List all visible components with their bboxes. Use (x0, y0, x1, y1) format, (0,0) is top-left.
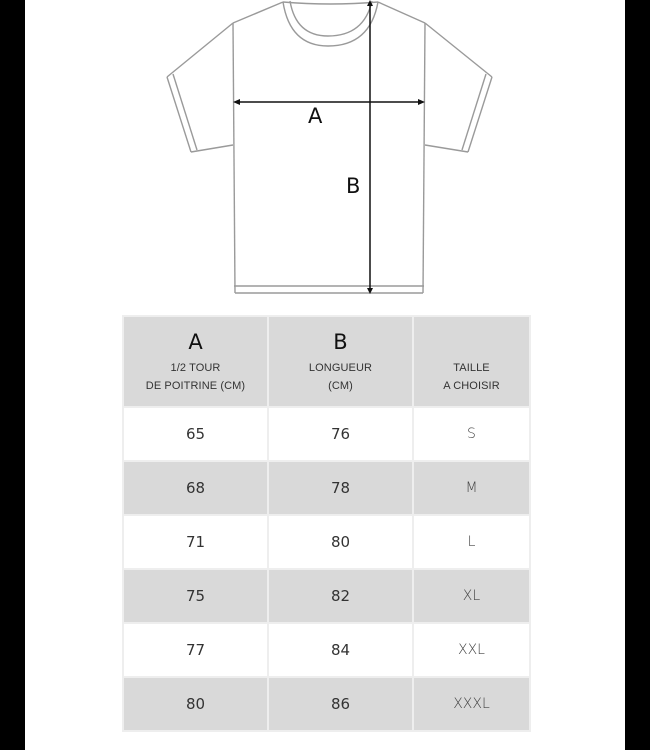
chest-width-cell: 65 (123, 407, 268, 461)
header-line: LONGUEUR (308, 362, 373, 374)
header-size (413, 316, 530, 407)
table-row (123, 677, 530, 731)
length-cell: 78 (268, 461, 413, 515)
header-chest-width (123, 316, 268, 407)
chest-width-cell: 68 (123, 461, 268, 515)
header-line: 1/2 TOUR (170, 362, 221, 374)
size-guide-page (25, 0, 625, 750)
header-letter: B (333, 330, 348, 354)
dimension-a-label: A (308, 104, 323, 128)
size-cell: M (413, 461, 530, 515)
header-line: A CHOISIR (443, 380, 500, 392)
length-cell: 82 (268, 569, 413, 623)
header-line: (CM) (328, 380, 353, 392)
size-chart-header-row (123, 316, 530, 407)
table-row (123, 623, 530, 677)
length-cell: 76 (268, 407, 413, 461)
chest-width-cell: 80 (123, 677, 268, 731)
size-cell: XXL (413, 623, 530, 677)
size-cell: XXXL (413, 677, 530, 731)
chest-width-cell: 75 (123, 569, 268, 623)
length-cell: 84 (268, 623, 413, 677)
size-cell: S (413, 407, 530, 461)
length-cell: 86 (268, 677, 413, 731)
length-cell: 80 (268, 515, 413, 569)
header-line: TAILLE (453, 362, 490, 374)
table-row (123, 515, 530, 569)
size-cell: L (413, 515, 530, 569)
table-row (123, 569, 530, 623)
header-length (268, 316, 413, 407)
header-line: DE POITRINE (CM) (145, 380, 246, 392)
size-cell: XL (413, 569, 530, 623)
tshirt-outline-icon (25, 0, 625, 310)
table-row (123, 461, 530, 515)
size-chart-table (122, 315, 531, 732)
table-row (123, 407, 530, 461)
dimension-b-label: B (346, 174, 361, 198)
header-letter: A (188, 330, 203, 354)
tshirt-measurement-diagram (25, 0, 625, 310)
chest-width-cell: 77 (123, 623, 268, 677)
header-spacer (414, 328, 529, 359)
chest-width-cell: 71 (123, 515, 268, 569)
